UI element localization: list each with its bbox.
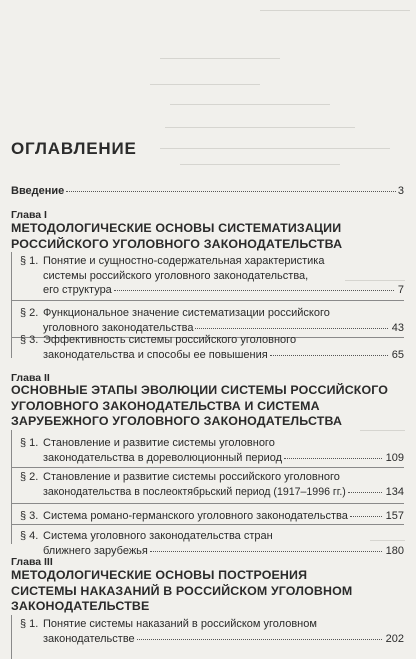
- chapter-label: Глава II: [11, 372, 50, 384]
- section-title: [43, 254, 373, 283]
- section-number: § 4.: [20, 530, 39, 542]
- toc-entry-ch2-s2[interactable]: [11, 470, 404, 500]
- page-number: 3: [397, 185, 404, 197]
- section-title: [43, 306, 373, 321]
- section-last-line: [43, 544, 404, 559]
- chapter-title: [11, 383, 391, 430]
- section-divider: [11, 524, 404, 525]
- section-title-line: Система романо-германского уголовного законодательства: [43, 510, 348, 522]
- section-title-line: Становление и развитие системы российского уголовного: [43, 471, 340, 483]
- section-title-line: Становление и развитие системы уголовного: [43, 437, 275, 449]
- section-divider: [11, 503, 404, 504]
- toc-entry-ch3-s1[interactable]: [11, 617, 404, 647]
- section-divider: [11, 467, 404, 468]
- section-title-line: его структура: [43, 284, 112, 296]
- section-last-line: [43, 632, 404, 647]
- chapter-title-line: СИСТЕМЫ НАКАЗАНИЙ В РОССИЙСКОМ УГОЛОВНОМ: [11, 583, 353, 598]
- toc-entry-ch1-s1[interactable]: [11, 254, 404, 298]
- chapter-label: Глава I: [11, 209, 47, 221]
- section-title-line: Понятие и сущностно-содержательная характеристика: [43, 255, 325, 267]
- chapter-title-line: МЕТОДОЛОГИЧЕСКИЕ ОСНОВЫ ПОСТРОЕНИЯ: [11, 568, 308, 582]
- dot-leader: [270, 355, 388, 356]
- dot-leader: [284, 458, 382, 459]
- chapter-title-line: ЗАРУБЕЖНОГО УГОЛОВНОГО ЗАКОНОДАТЕЛЬСТВА: [11, 414, 343, 428]
- section-number: § 2.: [20, 471, 39, 483]
- section-number: § 2.: [20, 307, 39, 319]
- entry-label: Введение: [11, 185, 65, 197]
- section-title-line: ближнего зарубежья: [43, 544, 148, 557]
- chapter-label: Глава III: [11, 556, 53, 568]
- dot-leader: [348, 492, 382, 493]
- section-last-line: [43, 348, 404, 363]
- page-title: ОГЛАВЛЕНИЕ: [11, 139, 137, 158]
- toc-entry-ch1-s3[interactable]: [11, 333, 404, 363]
- section-title-line: Понятие системы наказаний в российском уголовном: [43, 618, 317, 630]
- chapter-title-line: МЕТОДОЛОГИЧЕСКИЕ ОСНОВЫ СИСТЕМАТИЗАЦИИ: [11, 221, 342, 235]
- section-title-line: законодательстве: [43, 632, 135, 645]
- section-number: § 3.: [20, 334, 39, 346]
- section-divider: [11, 300, 404, 301]
- page-number: 65: [391, 348, 404, 361]
- dot-leader: [137, 639, 382, 640]
- section-title: [43, 333, 373, 348]
- page-number: 134: [385, 485, 404, 498]
- section-last-line: [43, 451, 404, 466]
- page-number: 157: [385, 510, 404, 522]
- section-title-line: законодательства и способы ее повышения: [43, 348, 268, 361]
- chapter-title-line: ЗАКОНОДАТЕЛЬСТВЕ: [11, 599, 150, 613]
- chapter-title-line: УГОЛОВНОГО ЗАКОНОДАТЕЛЬСТВА И СИСТЕМА: [11, 398, 320, 413]
- section-number: § 1.: [20, 618, 39, 630]
- dot-leader: [114, 290, 394, 291]
- page-number: 109: [385, 451, 404, 464]
- chapter-title: [11, 221, 391, 252]
- dot-leader: [350, 516, 382, 517]
- section-title-line: системы российского уголовного законодательства,: [43, 269, 309, 282]
- section-title-line: Функциональное значение систематизации российского: [43, 307, 330, 319]
- section-title-line: законодательства в дореволюционный период: [43, 451, 283, 464]
- dot-leader: [195, 328, 387, 329]
- page-number: 7: [397, 284, 404, 296]
- toc-entry-ch2-s4[interactable]: [11, 529, 404, 559]
- section-number: § 3.: [20, 510, 39, 522]
- dot-leader: [66, 191, 396, 192]
- section-title-line: уголовного законодательства: [43, 321, 194, 334]
- section-title: [43, 617, 373, 632]
- toc-entry-ch2-s1[interactable]: [11, 436, 404, 466]
- toc-entry-introduction[interactable]: [11, 185, 404, 197]
- chapter-title-line: ОСНОВНЫЕ ЭТАПЫ ЭВОЛЮЦИИ СИСТЕМЫ РОССИЙСКОГО: [11, 383, 389, 397]
- section-last-line: [43, 485, 404, 500]
- toc-entry-ch2-s3[interactable]: [11, 509, 404, 525]
- table-of-contents: [11, 0, 408, 659]
- section-title-line: Система уголовного законодательства стран: [43, 530, 273, 542]
- section-title: [43, 436, 373, 451]
- page-number: 180: [385, 544, 404, 557]
- section-number: § 1.: [20, 255, 39, 267]
- dot-leader: [150, 551, 382, 552]
- chapter-title: [11, 568, 391, 615]
- page-number: 202: [385, 632, 404, 645]
- section-title-line: законодательства в послеоктябрьский период (1917–1996 гг.): [43, 485, 346, 498]
- section-last-line: [43, 283, 404, 298]
- chapter-title-line: РОССИЙСКОГО УГОЛОВНОГО ЗАКОНОДАТЕЛЬСТВА: [11, 236, 343, 251]
- section-last-line: [43, 509, 404, 524]
- toc-entry-ch1-s2[interactable]: [11, 306, 404, 336]
- section-number: § 1.: [20, 437, 39, 449]
- section-title: [43, 529, 373, 544]
- section-title-line: Эффективность системы российского уголовного: [43, 334, 297, 346]
- page-number: 43: [391, 321, 404, 334]
- section-title: [43, 470, 373, 485]
